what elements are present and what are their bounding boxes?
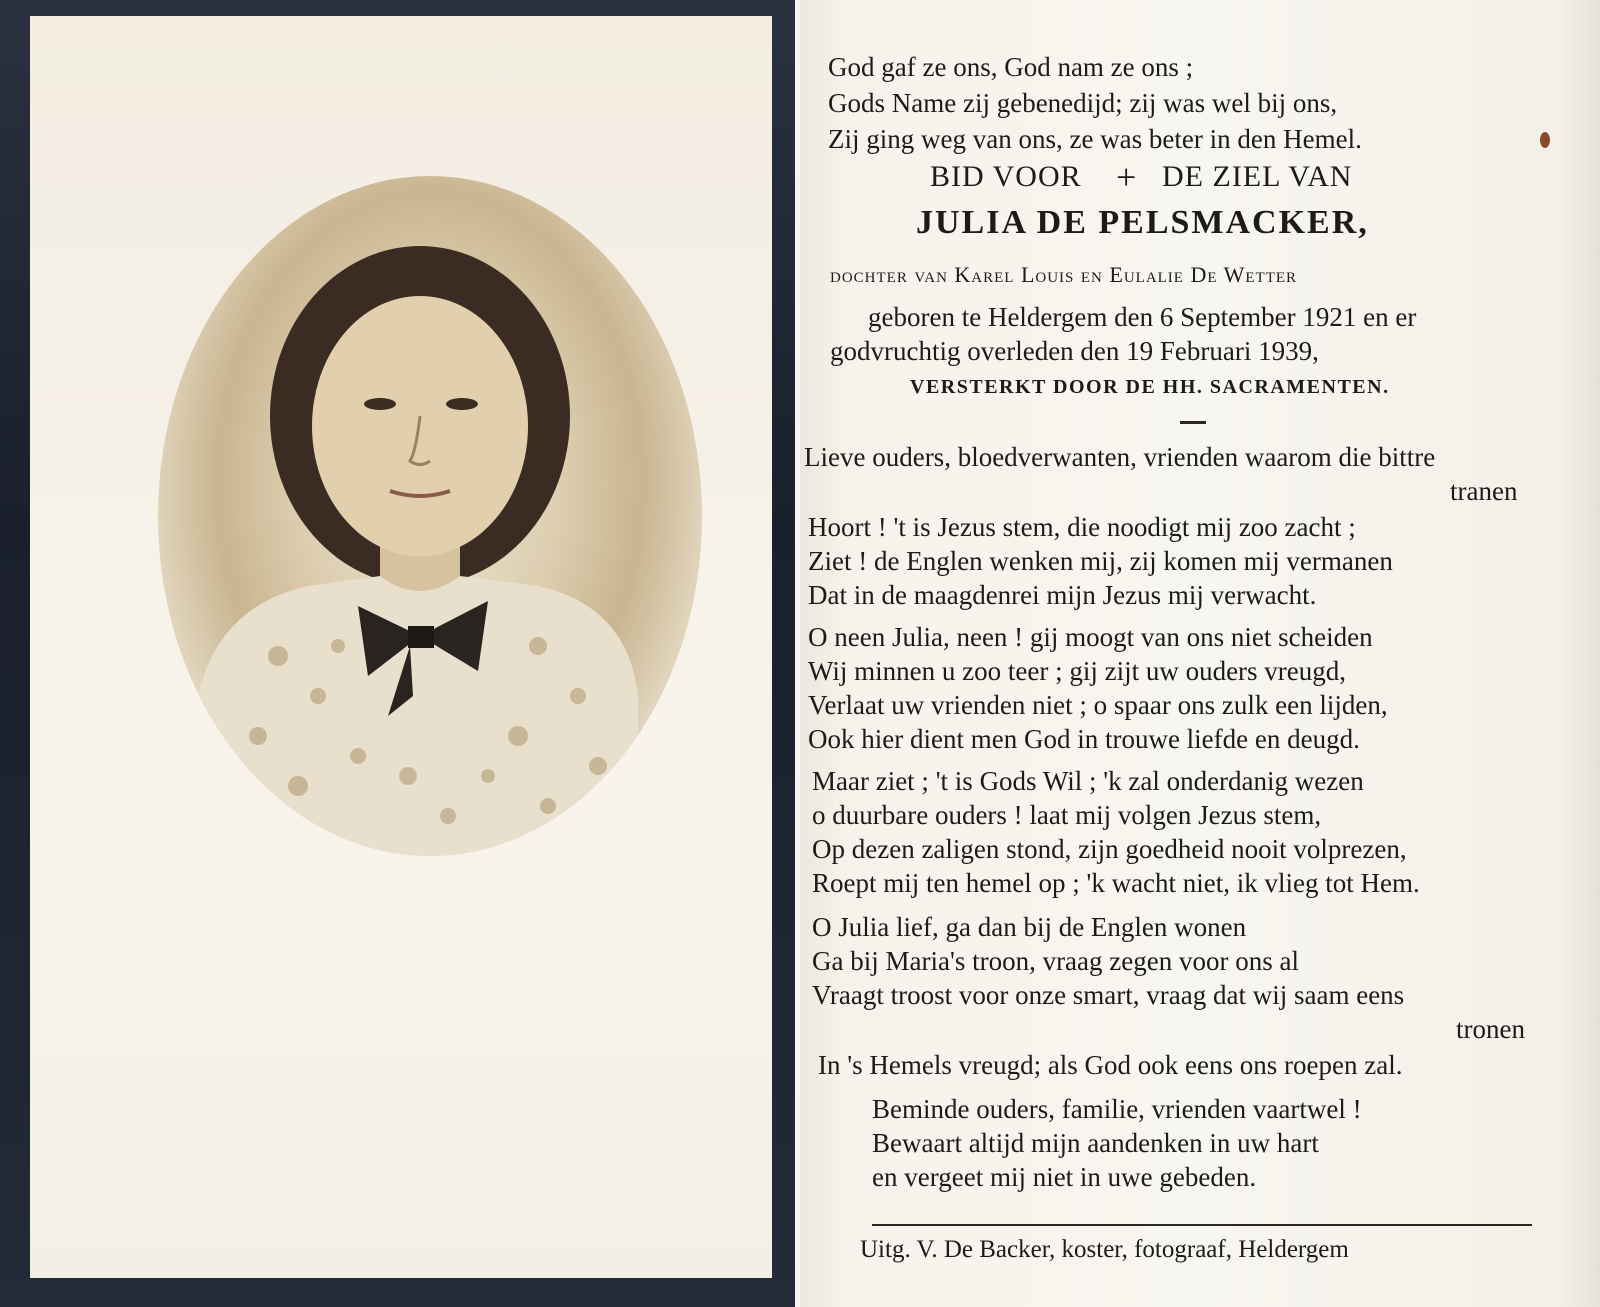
stanza2-line-4: Ook hier dient men God in trouwe liefde en deugd. (808, 724, 1360, 754)
stanza2-line-1: O neen Julia, neen ! gij moogt van ons niet scheiden (808, 622, 1373, 652)
publisher-credit: Uitg. V. De Backer, koster, fotograaf, Heldergem (860, 1236, 1349, 1263)
farewell-line-1: Beminde ouders, familie, vrienden vaartwel ! (872, 1094, 1362, 1124)
bid-voor: BID VOOR (930, 160, 1082, 193)
poem-line-1-continued: tranen (1450, 476, 1518, 506)
deceased-name: JULIA DE PELSMACKER, (916, 204, 1369, 241)
stanza4-line-2: Ga bij Maria's troon, vraag zegen voor ons al (812, 946, 1299, 976)
farewell-line-2: Bewaart altijd mijn aandenken in uw hart (872, 1128, 1319, 1158)
parents-line: dochter van Karel Louis en Eulalie De Wetter (830, 262, 1298, 287)
stanza1-line-1: Hoort ! 't is Jezus stem, die noodigt mij zoo zacht ; (808, 512, 1356, 542)
separator-dash (1180, 421, 1206, 424)
farewell-line-3: en vergeet mij niet in uwe gebeden. (872, 1162, 1257, 1192)
birth-line: geboren te Heldergem den 6 September 1921 en er (868, 302, 1417, 332)
poem-line-1: Lieve ouders, bloedverwanten, vrienden waarom die bittre (804, 442, 1436, 472)
stanza3-line-3: Op dezen zaligen stond, zijn goedheid nooit volprezen, (812, 834, 1407, 864)
stanza1-line-3: Dat in de maagdenrei mijn Jezus mij verwacht. (808, 580, 1317, 610)
stanza1-line-2: Ziet ! de Englen wenken mij, zij komen mij vermanen (808, 546, 1393, 576)
photo-card (0, 0, 795, 1307)
stanza2-line-3: Verlaat uw vrienden niet ; o spaar ons zulk een lijden, (808, 690, 1388, 720)
cross-symbol: + (1116, 157, 1138, 197)
stanza4-last-line: In 's Hemels vreugd; als God ook eens ons roepen zal. (818, 1050, 1403, 1080)
stanza4-line-1: O Julia lief, ga dan bij de Englen wonen (812, 912, 1247, 942)
text-card (800, 0, 1600, 1307)
stanza3-line-1: Maar ziet ; 't is Gods Wil ; 'k zal onderdanig wezen (812, 766, 1364, 796)
stanza3-line-4: Roept mij ten hemel op ; 'k wacht niet, ik vlieg tot Hem. (812, 868, 1420, 898)
photo-mount (30, 16, 772, 1278)
paper-stain (1540, 132, 1550, 148)
de-ziel-van: DE ZIEL VAN (1162, 160, 1353, 193)
opening-line-3: Zij ging weg van ons, ze was beter in den Hemel. (828, 124, 1362, 154)
sacraments-line: VERSTERKT DOOR DE HH. SACRAMENTEN. (910, 376, 1390, 398)
stanza4-continued: tronen (1456, 1014, 1525, 1044)
opening-line-1: God gaf ze ons, God nam ze ons ; (828, 52, 1194, 82)
stanza3-line-2: o duurbare ouders ! laat mij volgen Jezus stem, (812, 800, 1322, 830)
footer-rule (872, 1224, 1532, 1226)
death-line: godvruchtig overleden den 19 Februari 1939, (830, 336, 1319, 366)
portrait-photo (158, 176, 702, 856)
opening-line-2: Gods Name zij gebenedijd; zij was wel bij ons, (828, 88, 1338, 118)
stanza4-line-3: Vraagt troost voor onze smart, vraag dat wij saam eens (812, 980, 1405, 1010)
stanza2-line-2: Wij minnen u zoo teer ; gij zijt uw ouders vreugd, (808, 656, 1347, 686)
portrait-illustration (158, 176, 702, 856)
